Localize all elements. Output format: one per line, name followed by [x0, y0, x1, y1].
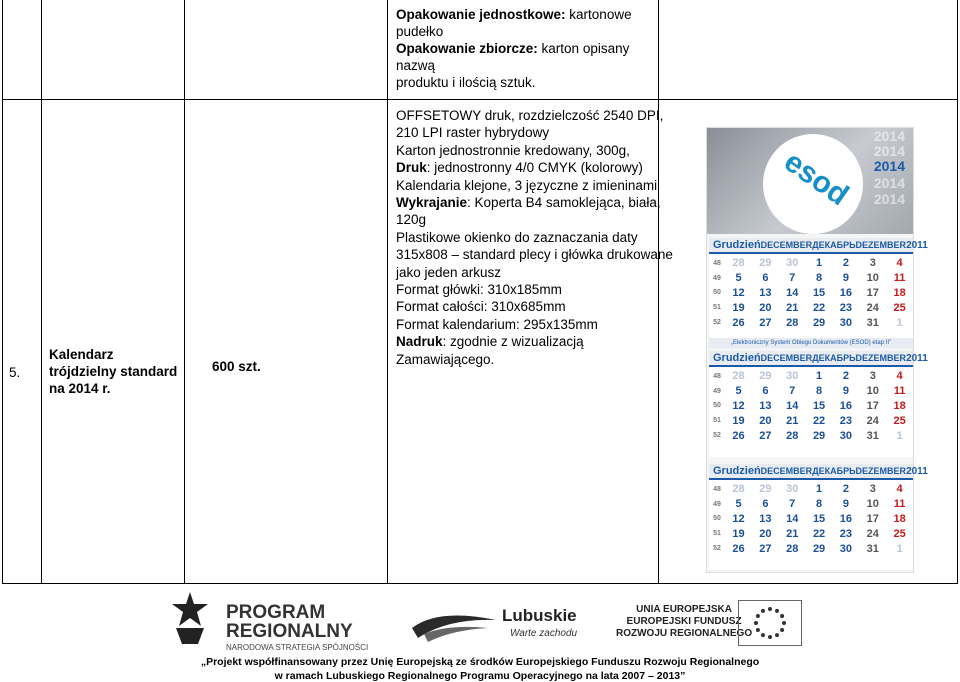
calendar-month-panel — [709, 238, 928, 344]
description-line — [396, 298, 686, 315]
calendar-day: 7 — [789, 498, 796, 511]
description-line — [396, 316, 686, 333]
calendar-day: 25 — [893, 414, 906, 427]
month-header-month-ru: ДЕКАБРЬ — [812, 466, 856, 476]
description-line — [396, 281, 686, 298]
lubuskie-title: Lubuskie — [502, 606, 577, 625]
calendar-day: 13 — [759, 399, 772, 412]
eu-star — [756, 614, 760, 618]
calendar-day: 30 — [786, 483, 799, 496]
calendar-day: 20 — [759, 301, 772, 314]
month-header-month-ru: ДЕКАБРЬ — [812, 353, 856, 363]
month-header-month-pl: Grudzień — [713, 352, 761, 364]
calendar-day: 16 — [839, 512, 853, 525]
calendar-week-row — [709, 497, 913, 512]
table-border-left — [2, 0, 3, 584]
description-line-bold: Druk — [396, 160, 427, 176]
calendar-day: 19 — [732, 414, 745, 427]
week-number: 51 — [713, 530, 721, 538]
calendar-day: 14 — [786, 399, 799, 412]
calendar-day: 9 — [842, 272, 849, 285]
program-title-1: PROGRAM — [226, 602, 326, 623]
description-line-text: Kalendaria klejone, 3 języczne z imieninami — [396, 177, 658, 193]
calendar-day: 15 — [812, 512, 826, 525]
description-line-text: Format całości: 310x685mm — [396, 299, 566, 315]
row-number: 5. — [9, 365, 21, 380]
calendar-day: 28 — [732, 483, 745, 496]
calendar-day: 4 — [896, 257, 903, 270]
description-line — [396, 229, 686, 246]
calendar-day: 17 — [866, 512, 879, 525]
calendar-week-row — [709, 413, 913, 428]
month-header-month-pl: Grudzień — [713, 239, 761, 251]
description-line-text: 210 LPI raster hybrydowy — [396, 125, 550, 141]
calendar-week-row — [709, 512, 913, 527]
calendar-day: 19 — [732, 527, 745, 540]
table-border-col1 — [41, 0, 42, 584]
calendar-grid — [709, 256, 913, 330]
calendar-week-row — [709, 428, 913, 443]
eu-star — [768, 635, 772, 639]
month-header-month-ru: ДЕКАБРЬ — [812, 240, 856, 250]
table-border-right — [957, 0, 958, 584]
table-border-bottom — [2, 583, 958, 584]
calendar-day: 5 — [735, 385, 742, 398]
week-number: 49 — [713, 274, 721, 282]
eu-star — [761, 609, 765, 613]
week-number: 52 — [713, 545, 721, 553]
description-line — [396, 211, 686, 228]
product-name: Kalendarz trójdzielny standard na 2014 r. — [49, 347, 178, 396]
calendar-day: 4 — [896, 370, 903, 383]
calendar-day: 29 — [759, 483, 772, 496]
year-ghost: 2014 — [873, 143, 905, 159]
calendar-day: 18 — [893, 512, 906, 525]
calendar-day: 22 — [812, 527, 826, 540]
description-line — [396, 107, 686, 124]
description-line — [396, 194, 686, 211]
calendar-day: 10 — [866, 272, 879, 285]
calendar-day: 30 — [839, 429, 853, 442]
calendar-day: 28 — [732, 257, 745, 270]
week-number: 48 — [713, 259, 721, 267]
calendar-day: 23 — [839, 414, 853, 427]
calendar-day: 1 — [816, 257, 823, 270]
calendar-day: 10 — [866, 498, 879, 511]
calendar-day: 29 — [812, 316, 826, 329]
calendar-day: 28 — [732, 370, 745, 383]
unit-packaging-value: kartonowe — [565, 7, 632, 22]
calendar-day: 3 — [869, 257, 876, 270]
description-line-text: : Koperta B4 samoklejąca, biała, — [467, 195, 661, 211]
calendar-day: 29 — [759, 257, 772, 270]
calendar-day: 23 — [839, 301, 853, 314]
calendar-day: 17 — [866, 399, 879, 412]
month-header-year: 2011 — [906, 352, 928, 364]
calendar-day: 9 — [842, 498, 849, 511]
calendar-day: 30 — [839, 316, 853, 329]
calendar-day: 13 — [759, 512, 772, 525]
week-number: 52 — [713, 432, 721, 440]
calendar-week-row — [709, 271, 913, 286]
product-description — [396, 107, 686, 368]
calendar-grid — [709, 482, 913, 556]
calendar-day: 8 — [816, 385, 823, 398]
calendar-day: 2 — [842, 370, 849, 383]
calendar-day: 12 — [732, 286, 745, 299]
eu-line-2: EUROPEJSKI FUNDUSZ — [626, 616, 742, 627]
calendar-day: 22 — [812, 301, 826, 314]
calendar-week-row — [709, 286, 913, 301]
calendar-day: 9 — [842, 385, 849, 398]
calendar-day: 3 — [869, 483, 876, 496]
calendar-day: 27 — [759, 542, 772, 555]
calendar-day: 14 — [786, 286, 799, 299]
description-line-text: 315x808 – standard plecy i główka drukowane — [396, 247, 673, 263]
calendar-day: 26 — [732, 429, 745, 442]
calendar-day: 26 — [732, 542, 745, 555]
description-line-text: 120g — [396, 212, 427, 228]
calendar-day: 12 — [732, 512, 745, 525]
week-number: 49 — [713, 387, 721, 395]
calendar-day: 1 — [896, 316, 903, 329]
calendar-day: 8 — [816, 272, 823, 285]
calendar-day: 15 — [812, 286, 826, 299]
lubuskie-wave-icon — [408, 604, 500, 644]
description-line-text: Zamawiającego. — [396, 351, 495, 367]
table-row-divider — [2, 99, 958, 100]
bulk-packaging-label: Opakowanie zbiorcze: — [396, 41, 538, 56]
eu-flag-icon — [738, 600, 802, 646]
calendar-day: 15 — [812, 399, 826, 412]
calendar-day: 30 — [786, 257, 799, 270]
calendar-day: 16 — [839, 286, 853, 299]
calendar-day: 24 — [866, 414, 879, 427]
month-header-month-pl: Grudzień — [713, 465, 761, 477]
calendar-day: 31 — [866, 316, 879, 329]
description-line-bold: Wykrajanie — [396, 195, 468, 211]
calendar-day: 5 — [735, 272, 742, 285]
week-number: 51 — [713, 304, 721, 312]
cofinancing-line-2: w ramach Lubuskiego Regionalnego Programu Operacyjnego na lata 2007 – 2013” — [274, 670, 686, 682]
year-ghost: 2014 — [873, 191, 905, 207]
calendar-day: 11 — [893, 385, 906, 398]
calendar-week-row — [709, 526, 913, 541]
week-number: 50 — [713, 402, 721, 410]
calendar-day: 6 — [762, 385, 769, 398]
eu-star — [754, 621, 758, 625]
calendar-day: 7 — [789, 272, 796, 285]
calendar-day: 26 — [732, 316, 745, 329]
week-number: 48 — [713, 372, 721, 380]
calendar-day: 19 — [732, 301, 745, 314]
calendar-week-row — [709, 399, 913, 414]
unit-packaging-label: Opakowanie jednostkowe: — [396, 7, 566, 22]
calendar-day: 12 — [732, 399, 745, 412]
description-line — [396, 142, 686, 159]
description-line — [396, 264, 686, 281]
calendar-day: 18 — [893, 399, 906, 412]
eu-star — [782, 621, 786, 625]
month-header-month-de: DEZEMBER — [855, 240, 907, 250]
month-header-month-en: DECEMBER — [760, 240, 813, 250]
calendar-day: 4 — [896, 483, 903, 496]
calendar-visualization — [706, 127, 928, 573]
description-line-text: Karton jednostronnie kredowany, 300g, — [396, 142, 630, 158]
calendar-day: 27 — [759, 316, 772, 329]
description-line — [396, 159, 686, 176]
description-line — [396, 124, 686, 141]
week-number: 50 — [713, 289, 721, 297]
calendar-day: 2 — [842, 483, 849, 496]
eu-star — [775, 609, 779, 613]
calendar-day: 6 — [762, 272, 769, 285]
project-strip: „Elektroniczny System Obiegu Dokumentów (ESOD) etap II” — [709, 338, 913, 348]
description-line-text: : zgodnie z wizualizacją — [442, 334, 584, 350]
week-number: 52 — [713, 319, 721, 327]
calendar-week-row — [709, 384, 913, 399]
calendar-day: 2 — [842, 257, 849, 270]
calendar-day: 11 — [893, 272, 906, 285]
bulk-packaging-value: karton opisany nazwą — [396, 41, 630, 73]
calendar-day: 16 — [839, 399, 853, 412]
description-line — [396, 177, 686, 194]
description-line-text: Plastikowe okienko do zaznaczania daty — [396, 229, 638, 245]
calendar-week-row — [709, 315, 913, 330]
year-main: 2014 — [873, 158, 905, 174]
calendar-month-panel — [709, 464, 928, 570]
table-border-col2 — [184, 0, 185, 584]
calendar-day: 28 — [786, 316, 799, 329]
description-line-text: : jednostronny 4/0 CMYK (kolorowy) — [426, 160, 643, 176]
lubuskie-slogan: Warte zachodu — [510, 628, 578, 639]
description-line — [396, 333, 686, 350]
program-title-2: REGIONALNY — [226, 621, 353, 642]
calendar-day: 24 — [866, 527, 879, 540]
month-header-month-en: DECEMBER — [760, 353, 813, 363]
calendar-day: 11 — [893, 498, 906, 511]
week-number: 48 — [713, 485, 721, 493]
eu-star — [768, 607, 772, 611]
calendar-day: 28 — [786, 542, 799, 555]
week-number: 50 — [713, 515, 721, 523]
description-line — [396, 351, 686, 368]
calendar-day: 10 — [866, 385, 879, 398]
calendar-day: 7 — [789, 385, 796, 398]
calendar-week-row — [709, 369, 913, 384]
calendar-week-row — [709, 482, 913, 497]
cofinancing-line-1: „Projekt współfinansowany przez Unię Europejską ze środków Europejskiego Funduszu Rozwoju Regionalnego — [200, 656, 760, 668]
eu-line-1: UNIA EUROPEJSKA — [636, 604, 732, 615]
month-header-month-de: DEZEMBER — [855, 466, 907, 476]
month-header-month-de: DEZEMBER — [855, 353, 907, 363]
calendar-day: 8 — [816, 498, 823, 511]
calendar-day: 17 — [866, 286, 879, 299]
calendar-grid — [709, 369, 913, 443]
calendar-day: 21 — [786, 527, 799, 540]
program-subtitle: NARODOWA STRATEGIA SPÓJNOŚCI — [226, 643, 369, 652]
calendar-day: 22 — [812, 414, 826, 427]
calendar-day: 1 — [816, 370, 823, 383]
program-regionalny-logo — [226, 603, 368, 652]
calendar-day: 1 — [896, 542, 903, 555]
calendar-day: 6 — [762, 498, 769, 511]
calendar-week-row — [709, 300, 913, 315]
eu-star — [780, 614, 784, 618]
esod-logo-text: esod — [778, 144, 855, 213]
month-header — [709, 238, 928, 254]
calendar-day: 5 — [735, 498, 742, 511]
description-line-text: jako jeden arkusz — [396, 264, 502, 280]
week-number: 51 — [713, 417, 721, 425]
year-ghost: 2014 — [873, 128, 905, 144]
eu-star — [780, 628, 784, 632]
description-line-text: Format główki: 310x185mm — [396, 282, 562, 298]
calendar-day: 20 — [759, 414, 772, 427]
table-border-col3 — [387, 0, 388, 584]
calendar-day: 21 — [786, 414, 799, 427]
eu-star — [756, 628, 760, 632]
description-line-bold: Nadruk — [396, 334, 443, 350]
calendar-day: 29 — [812, 429, 826, 442]
month-header-year: 2011 — [906, 239, 928, 251]
calendar-week-row — [709, 256, 913, 271]
year-ghost: 2014 — [873, 175, 905, 191]
calendar-day: 3 — [869, 370, 876, 383]
calendar-header-image — [707, 128, 913, 234]
month-header-year: 2011 — [906, 465, 928, 477]
calendar-day: 18 — [893, 286, 906, 299]
calendar-day: 20 — [759, 527, 772, 540]
month-header-month-en: DECEMBER — [760, 466, 813, 476]
month-header — [709, 464, 928, 480]
description-line — [396, 246, 686, 263]
calendar-day: 29 — [759, 370, 772, 383]
calendar-day: 30 — [839, 542, 853, 555]
calendar-day: 23 — [839, 527, 853, 540]
calendar-day: 1 — [896, 429, 903, 442]
eu-text — [616, 604, 752, 640]
lubuskie-logo — [408, 604, 578, 644]
product-quantity: 600 szt. — [212, 359, 261, 374]
packaging-info — [396, 6, 656, 91]
calendar-day: 31 — [866, 429, 879, 442]
calendar-day: 14 — [786, 512, 799, 525]
calendar-day: 25 — [893, 301, 906, 314]
calendar-day: 30 — [786, 370, 799, 383]
calendar-day: 13 — [759, 286, 772, 299]
eu-line-3: ROZWOJU REGIONALNEGO — [616, 628, 753, 639]
calendar-day: 29 — [812, 542, 826, 555]
calendar-day: 31 — [866, 542, 879, 555]
poland-eagle-logo — [168, 590, 212, 646]
week-number: 49 — [713, 500, 721, 508]
description-line-text: Format kalendarium: 295x135mm — [396, 316, 598, 332]
month-header — [709, 351, 928, 367]
calendar-day: 1 — [816, 483, 823, 496]
calendar-month-panel — [709, 351, 928, 457]
calendar-day: 27 — [759, 429, 772, 442]
bulk-packaging-value-cont: produktu i ilością sztuk. — [396, 75, 536, 90]
eu-star — [761, 633, 765, 637]
calendar-week-row — [709, 541, 913, 556]
calendar-day: 28 — [786, 429, 799, 442]
unit-packaging-value-cont: pudełko — [396, 24, 444, 39]
calendar-day: 24 — [866, 301, 879, 314]
eu-star — [775, 633, 779, 637]
calendar-day: 21 — [786, 301, 799, 314]
description-line-text: OFFSETOWY druk, rozdzielczość 2540 DPI, — [396, 108, 664, 123]
calendar-day: 25 — [893, 527, 906, 540]
